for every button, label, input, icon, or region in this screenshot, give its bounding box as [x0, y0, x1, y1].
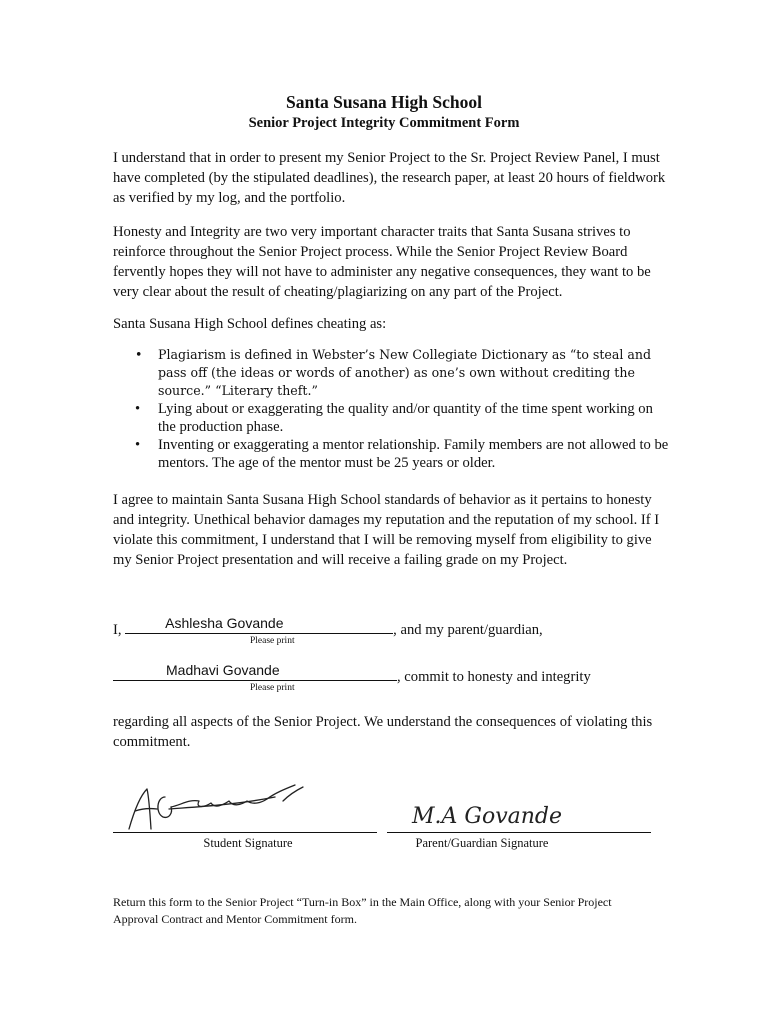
student-name-field[interactable]	[125, 617, 393, 634]
student-signature	[125, 783, 310, 833]
list-item	[113, 346, 673, 400]
please-print-caption: Please print	[250, 636, 295, 646]
bullet-icon: •	[135, 347, 143, 362]
parent-signature	[410, 793, 575, 833]
school-title: Santa Susana High School	[286, 92, 482, 112]
paragraph-requirements: I understand that in order to present my Senior Project to the Sr. Project Review Panel, I must have completed (by the stipulated deadlines), the research paper, at least 20 hours of fieldwork as verified by my log, and the portfolio.	[113, 150, 666, 206]
list-item	[113, 436, 673, 472]
student-name-value: Ashlesha Govande	[165, 615, 284, 631]
parent-name-line	[113, 664, 591, 686]
paragraph-agreement: I agree to maintain Santa Susana High School standards of behavior as it pertains to honesty and integrity. Unethical behavior damages my reputation and the reputation of my school. If I violate this commitment, I understand that I will be removing myself from eligibility to give my Senior Project presentation and will receive a failing grade on my Project.	[113, 492, 660, 568]
student-prefix: I,	[113, 622, 122, 638]
paragraph-cheating-intro: Santa Susana High School defines cheating as:	[113, 316, 387, 332]
parent-name-field[interactable]	[113, 664, 397, 681]
student-signature-caption: Student Signature	[203, 836, 293, 850]
parent-signature-line	[387, 832, 651, 833]
bullet-text-lying: Lying about or exaggerating the quality and/or quantity of the time spent working on the production phase.	[158, 401, 653, 435]
student-suffix: , and my parent/guardian,	[393, 622, 543, 638]
paragraph-consequences: regarding all aspects of the Senior Project. We understand the consequences of violating this commitment.	[113, 714, 653, 750]
list-item	[113, 400, 673, 436]
parent-name-value: Madhavi Govande	[166, 662, 280, 678]
bullet-icon: •	[135, 437, 141, 453]
parent-signature-caption: Parent/Guardian Signature	[415, 836, 549, 850]
parent-signature-text: M.A Govande	[412, 804, 563, 829]
cheating-definitions-list	[113, 346, 673, 472]
please-print-caption: Please print	[250, 683, 295, 693]
student-name-line	[113, 617, 543, 639]
student-signature-line	[113, 832, 377, 833]
bullet-text-mentor: Inventing or exaggerating a mentor relationship. Family members are not allowed to be mentors. The age of the mentor must be 25 years or older.	[158, 437, 669, 471]
paragraph-honesty: Honesty and Integrity are two very important character traits that Santa Susana strives to reinforce throughout the Senior Project process. While the Senior Project Review Board fervently hopes they will not have to administer any negative consequences, they want to be very clear about the result of cheating/plagiarizing on any part of the Project.	[113, 224, 651, 300]
parent-suffix: , commit to honesty and integrity	[397, 669, 591, 685]
return-instructions: Return this form to the Senior Project “Turn-in Box” in the Main Office, along with your Senior Project Approval Contract and Mentor Commitment form.	[113, 895, 612, 926]
form-title: Senior Project Integrity Commitment Form	[248, 115, 520, 131]
bullet-icon: •	[135, 401, 141, 417]
bullet-text-plagiarism: Plagiarism is defined in Webster’s New Collegiate Dictionary as “to steal and pass off (the ideas or words of another) as one’s own without crediting the source.” “Literary theft.”	[158, 347, 652, 398]
